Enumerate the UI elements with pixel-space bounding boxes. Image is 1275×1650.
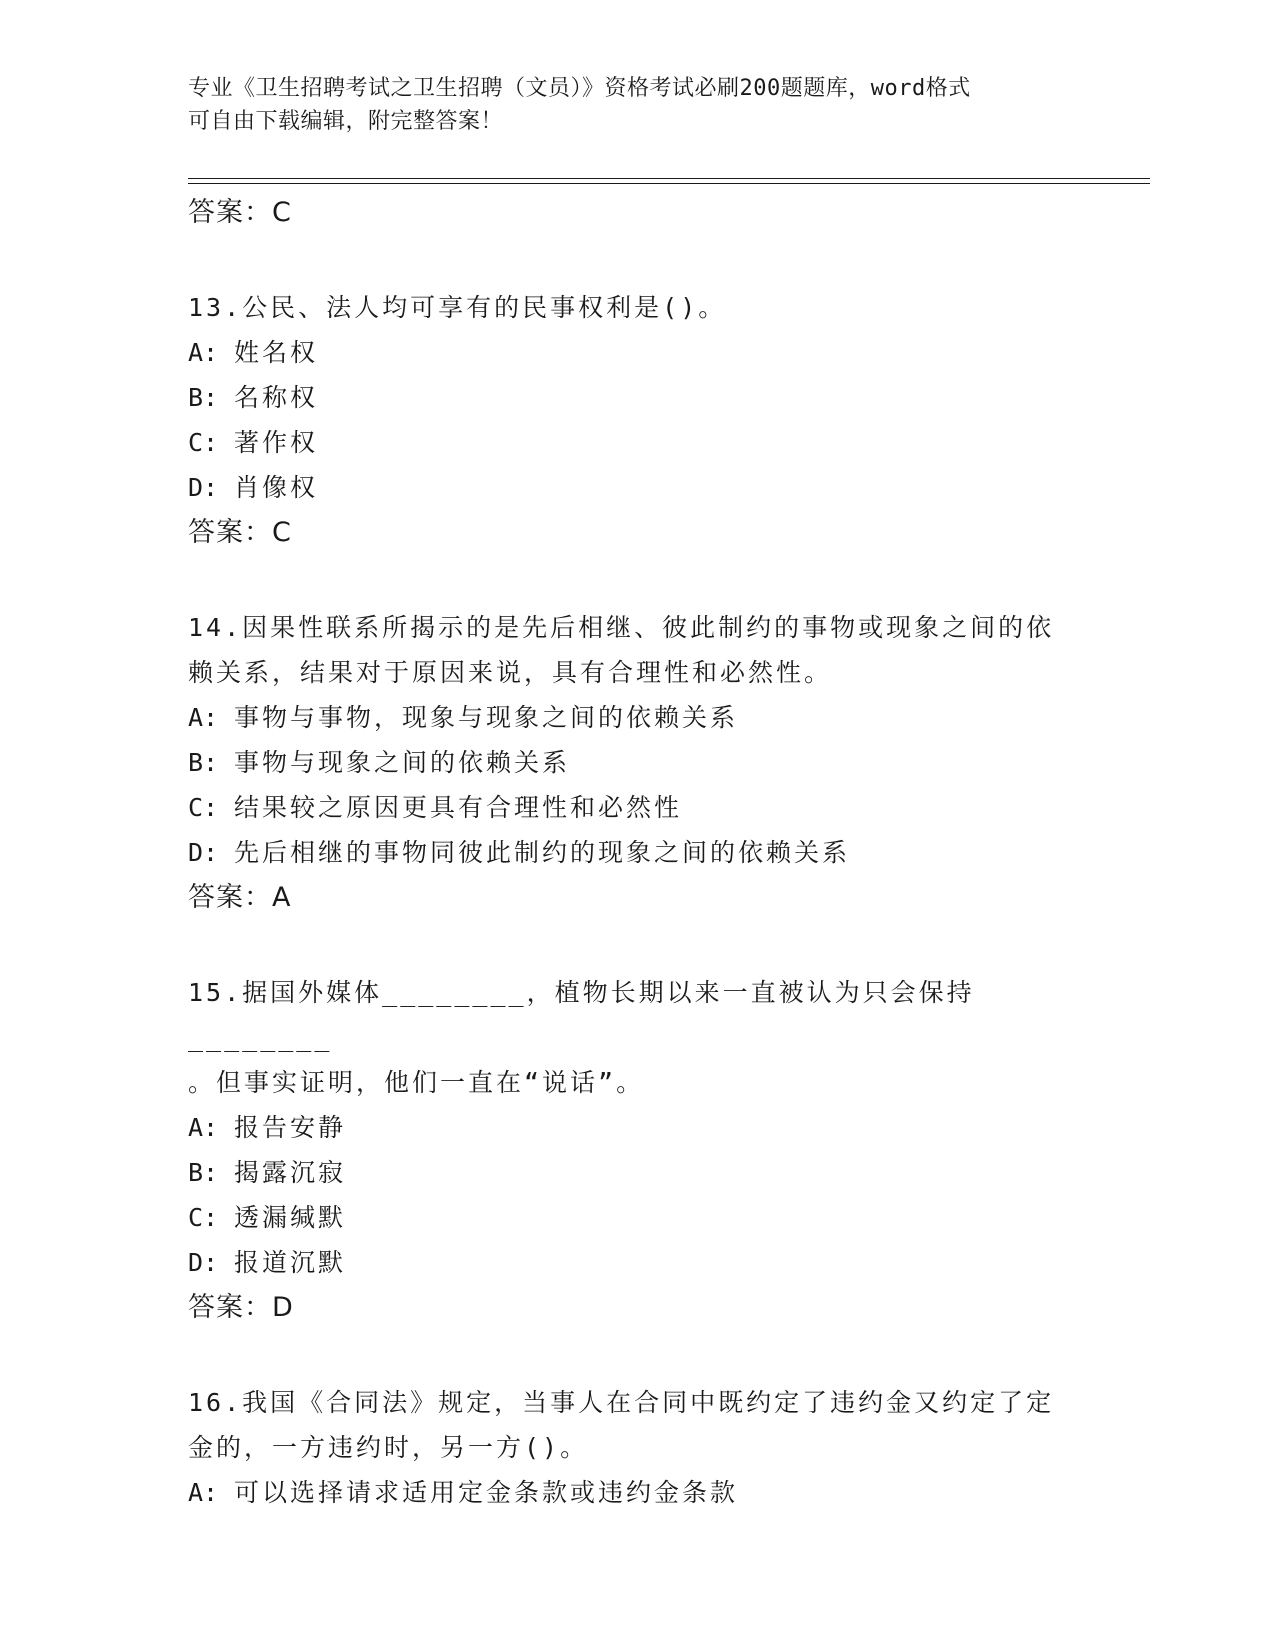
option-a <box>188 330 1088 375</box>
option-text: 报告安静 <box>234 1113 347 1142</box>
answer-line: 答案：A <box>188 882 292 913</box>
option-text: 著作权 <box>234 428 319 457</box>
question-list <box>188 190 1088 1515</box>
option-c <box>188 785 1088 830</box>
option-text: 揭露沉寂 <box>234 1158 347 1187</box>
option-text: 肖像权 <box>234 473 319 502</box>
question-15 <box>188 970 1088 1330</box>
question-text-line-1: 16.我国《合同法》规定，当事人在合同中既约定了违约金又约定了定 <box>188 1388 1055 1417</box>
option-letter: B: <box>188 748 219 777</box>
option-letter: C: <box>188 793 219 822</box>
header-divider-top <box>188 178 1150 179</box>
option-letter: C: <box>188 428 219 457</box>
option-b <box>188 1150 1088 1195</box>
question-text-line-2: 。但事实证明，他们一直在“说话”。 <box>188 1068 645 1097</box>
option-letter: C: <box>188 1203 219 1232</box>
question-text-line-2: 赖关系，结果对于原因来说，具有合理性和必然性。 <box>188 658 833 687</box>
option-text: 先后相继的事物同彼此制约的现象之间的依赖关系 <box>234 838 851 867</box>
option-b <box>188 740 1088 785</box>
option-a <box>188 695 1088 740</box>
option-letter: A: <box>188 338 219 367</box>
option-c <box>188 420 1088 465</box>
option-a <box>188 1105 1088 1150</box>
header-divider-bottom <box>188 183 1150 184</box>
option-d <box>188 830 1088 875</box>
option-letter: B: <box>188 1158 219 1187</box>
option-text: 姓名权 <box>234 338 319 367</box>
option-d <box>188 465 1088 510</box>
option-a <box>188 1470 1088 1515</box>
question-text-line-1: 14.因果性联系所揭示的是先后相继、彼此制约的事物或现象之间的依 <box>188 613 1055 642</box>
option-letter: D: <box>188 1248 219 1277</box>
question-text-line-2: 金的，一方违约时，另一方()。 <box>188 1433 589 1462</box>
question-text: 13.公民、法人均可享有的民事权利是()。 <box>188 293 727 322</box>
option-letter: D: <box>188 838 219 867</box>
option-text: 事物与现象之间的依赖关系 <box>234 748 571 777</box>
answer-line: 答案：C <box>188 197 292 228</box>
option-c <box>188 1195 1088 1240</box>
option-text: 名称权 <box>234 383 319 412</box>
option-letter: B: <box>188 383 219 412</box>
option-text: 透漏缄默 <box>234 1203 347 1232</box>
option-b <box>188 375 1088 420</box>
option-text: 报道沉默 <box>234 1248 347 1277</box>
answer-line: 答案：D <box>188 1292 294 1323</box>
option-letter: A: <box>188 1478 219 1507</box>
option-letter: D: <box>188 473 219 502</box>
document-header <box>188 72 1068 138</box>
option-text: 事物与事物，现象与现象之间的依赖关系 <box>234 703 739 732</box>
question-text-line-1: 15.据国外媒体________，植物长期以来一直被认为只会保持________ <box>188 978 975 1052</box>
option-d <box>188 1240 1088 1285</box>
option-text: 结果较之原因更具有合理性和必然性 <box>234 793 683 822</box>
question-16 <box>188 1380 1088 1515</box>
option-letter: A: <box>188 1113 219 1142</box>
option-letter: A: <box>188 703 219 732</box>
option-text: 可以选择请求适用定金条款或违约金条款 <box>234 1478 739 1507</box>
header-line-2: 可自由下载编辑，附完整答案！ <box>188 109 504 134</box>
question-13 <box>188 285 1088 555</box>
header-line-1: 专业《卫生招聘考试之卫生招聘（文员）》资格考试必刷200题题库，word格式 <box>188 76 971 101</box>
answer-line: 答案：C <box>188 517 292 548</box>
question-14 <box>188 605 1088 920</box>
